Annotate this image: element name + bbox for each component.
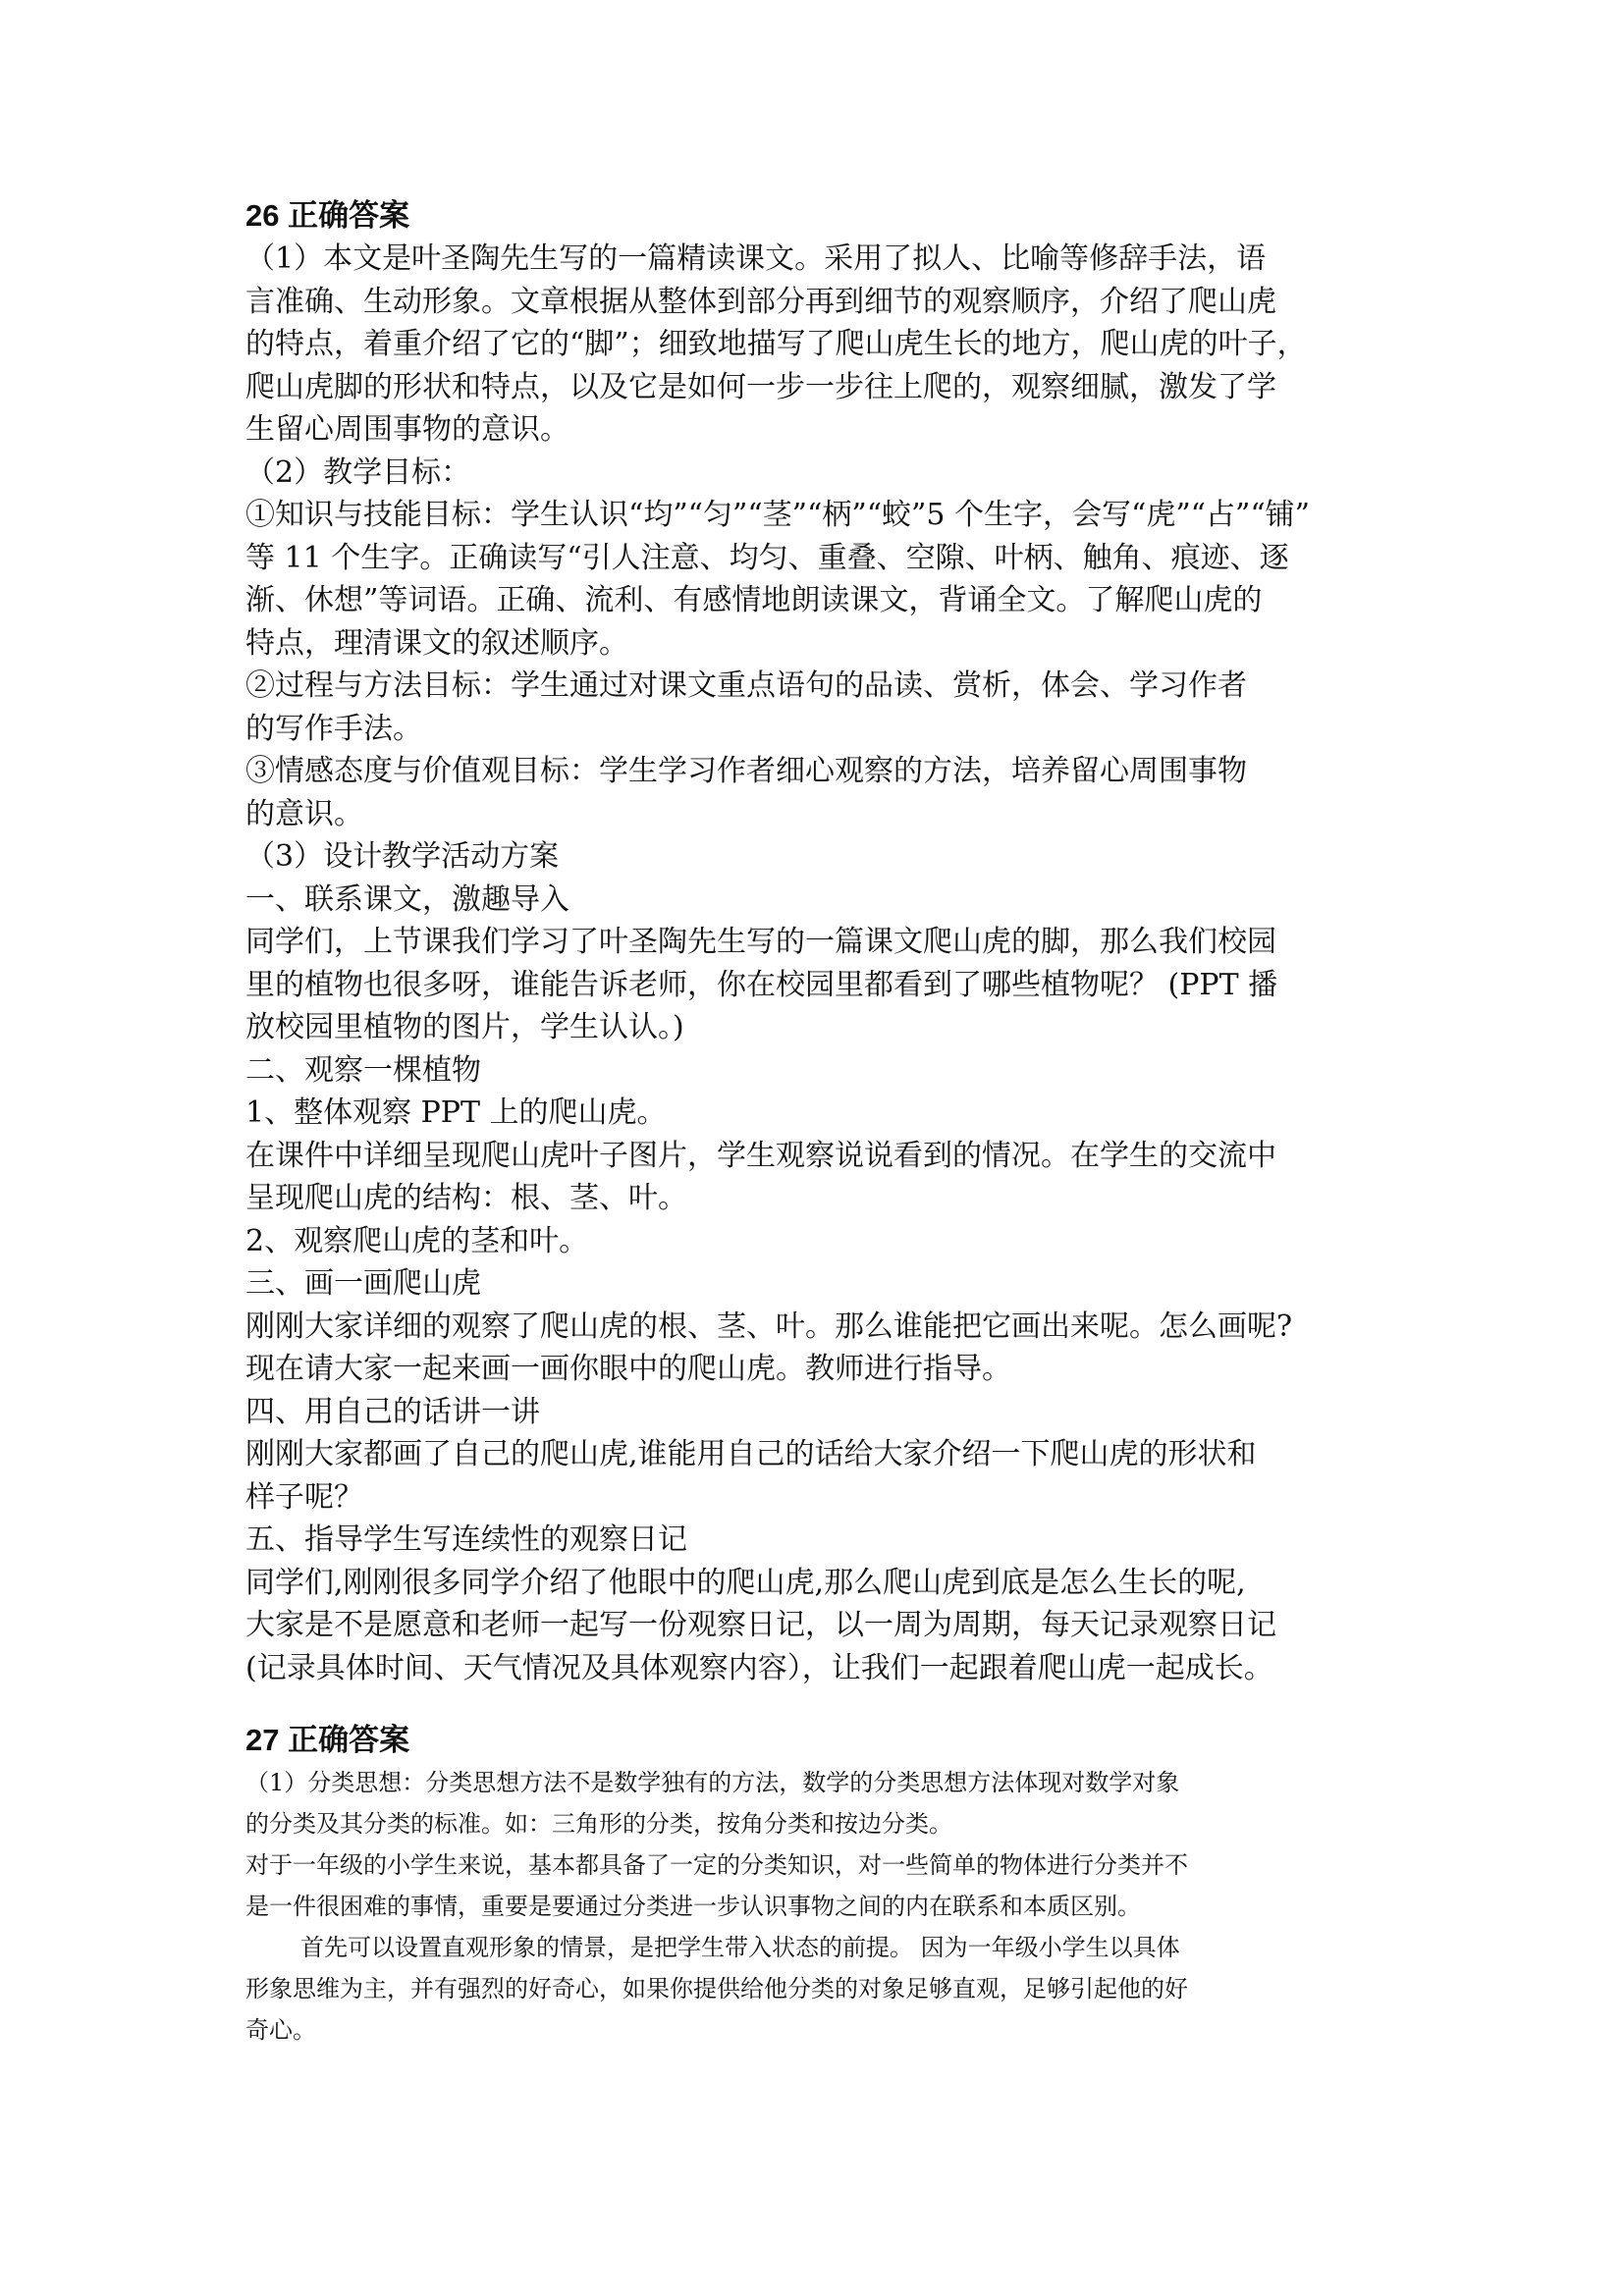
text-line: 特点，理清课文的叙述顺序。 [245, 625, 628, 661]
answer-section-26 [245, 194, 1379, 1689]
text-line: 生留心周围事物的意识。 [245, 412, 569, 447]
text-line: 在课件中详细呈现爬山虎叶子图片，学生观察说说看到的情况。在学生的交流中 [245, 1138, 1276, 1173]
text-line: 1、整体观察 PPT 上的爬山虎。 [245, 1095, 667, 1130]
text-line: 样子呢？ [245, 1479, 363, 1515]
text-line: （3）设计教学活动方案 [245, 839, 560, 874]
text-line: 渐、休想”等词语。正确、流利、有感情地朗读课文，背诵全文。了解爬山虎的 [245, 583, 1263, 617]
text-line: ①知识与技能目标：学生认识“均”“匀”“茎”“柄”“蛟”5 个生字，会写“虎”“占”“铺” [245, 498, 1311, 532]
text-line: 首先可以设置直观形象的情景，是把学生带入状态的前提。 因为一年级小学生以具体 [300, 1934, 1180, 1961]
text-line: ③情感态度与价值观目标：学生学习作者细心观察的方法，培养留心周围事物 [245, 754, 1247, 788]
text-line: 四、用自己的话讲一讲 [245, 1394, 540, 1429]
text-line: （1）分类思想：分类思想方法不是数学独有的方法，数学的分类思想方法体现对数学对象 [245, 1769, 1180, 1796]
answer-section-27 [245, 1719, 1379, 2051]
text-line: 等 11 个生字。正确读写“引人注意、均匀、重叠、空隙、叶柄、触角、痕迹、逐 [245, 540, 1289, 575]
text-line: 里的植物也很多呀，谁能告诉老师，你在校园里都看到了哪些植物呢？ (PPT 播 [245, 967, 1278, 1002]
text-line: 三、画一画爬山虎 [245, 1266, 481, 1301]
text-line: 2、观察爬山虎的茎和叶。 [245, 1223, 589, 1258]
text-line: 刚刚大家都画了自己的爬山虎,谁能用自己的话给大家介绍一下爬山虎的形状和 [245, 1437, 1257, 1471]
text-line: 形象思维为主，并有强烈的好奇心，如果你提供给他分类的对象足够直观，足够引起他的好 [245, 1975, 1188, 2002]
section-heading-27: 27 正确答案 [245, 1723, 410, 1757]
text-line: 爬山虎脚的形状和特点，以及它是如何一步一步往上爬的，观察细腻，激发了学 [245, 369, 1276, 404]
text-line: (记录具体时间、天气情况及具体观察内容），让我们一起跟着爬山虎一起成长。 [245, 1650, 1273, 1685]
text-line: 同学们,刚刚很多同学介绍了他眼中的爬山虎,那么爬山虎到底是怎么生长的呢, [245, 1565, 1246, 1600]
text-line: 放校园里植物的图片，学生认认。) [245, 1010, 684, 1044]
text-line: 言准确、生动形象。文章根据从整体到部分再到细节的观察顺序，介绍了爬山虎 [245, 284, 1276, 319]
text-line: 的意识。 [245, 796, 363, 831]
text-line: 奇心。 [245, 2016, 316, 2044]
text-line: 是一件很困难的事情，重要是要通过分类进一步认识事物之间的内在联系和本质区别。 [245, 1893, 1141, 1920]
text-line: 刚刚大家详细的观察了爬山虎的根、茎、叶。那么谁能把它画出来呢。怎么画呢? [245, 1308, 1293, 1344]
text-line: （2）教学目标： [245, 454, 471, 490]
text-line: 同学们，上节课我们学习了叶圣陶先生写的一篇课文爬山虎的脚，那么我们校园 [245, 925, 1276, 959]
text-line: 呈现爬山虎的结构：根、茎、叶。 [245, 1181, 687, 1215]
text-line: 对于一年级的小学生来说，基本都具备了一定的分类知识，对一些简单的物体进行分类并不 [245, 1851, 1188, 1879]
text-line: 的特点，着重介绍了它的“脚”；细致地描写了爬山虎生长的地方，爬山虎的叶子， [245, 327, 1307, 361]
text-line: 大家是不是愿意和老师一起写一份观察日记，以一周为周期，每天记录观察日记 [245, 1608, 1276, 1642]
text-line: ②过程与方法目标：学生通过对课文重点语句的品读、赏析，体会、学习作者 [245, 668, 1247, 703]
text-line: 二、观察一棵植物 [245, 1052, 481, 1088]
text-line: 的分类及其分类的标准。如：三角形的分类，按角分类和按边分类。 [245, 1810, 952, 1838]
text-line: 五、指导学生写连续性的观察日记 [245, 1522, 687, 1557]
text-line: （1）本文是叶圣陶先生写的一篇精读课文。采用了拟人、比喻等修辞手法，语 [245, 241, 1267, 276]
section-heading-26: 26 正确答案 [245, 198, 410, 233]
text-line: 现在请大家一起来画一画你眼中的爬山虎。教师进行指导。 [245, 1352, 1011, 1386]
text-line: 的写作手法。 [245, 711, 422, 746]
text-line: 一、联系课文，激趣导入 [245, 881, 569, 917]
